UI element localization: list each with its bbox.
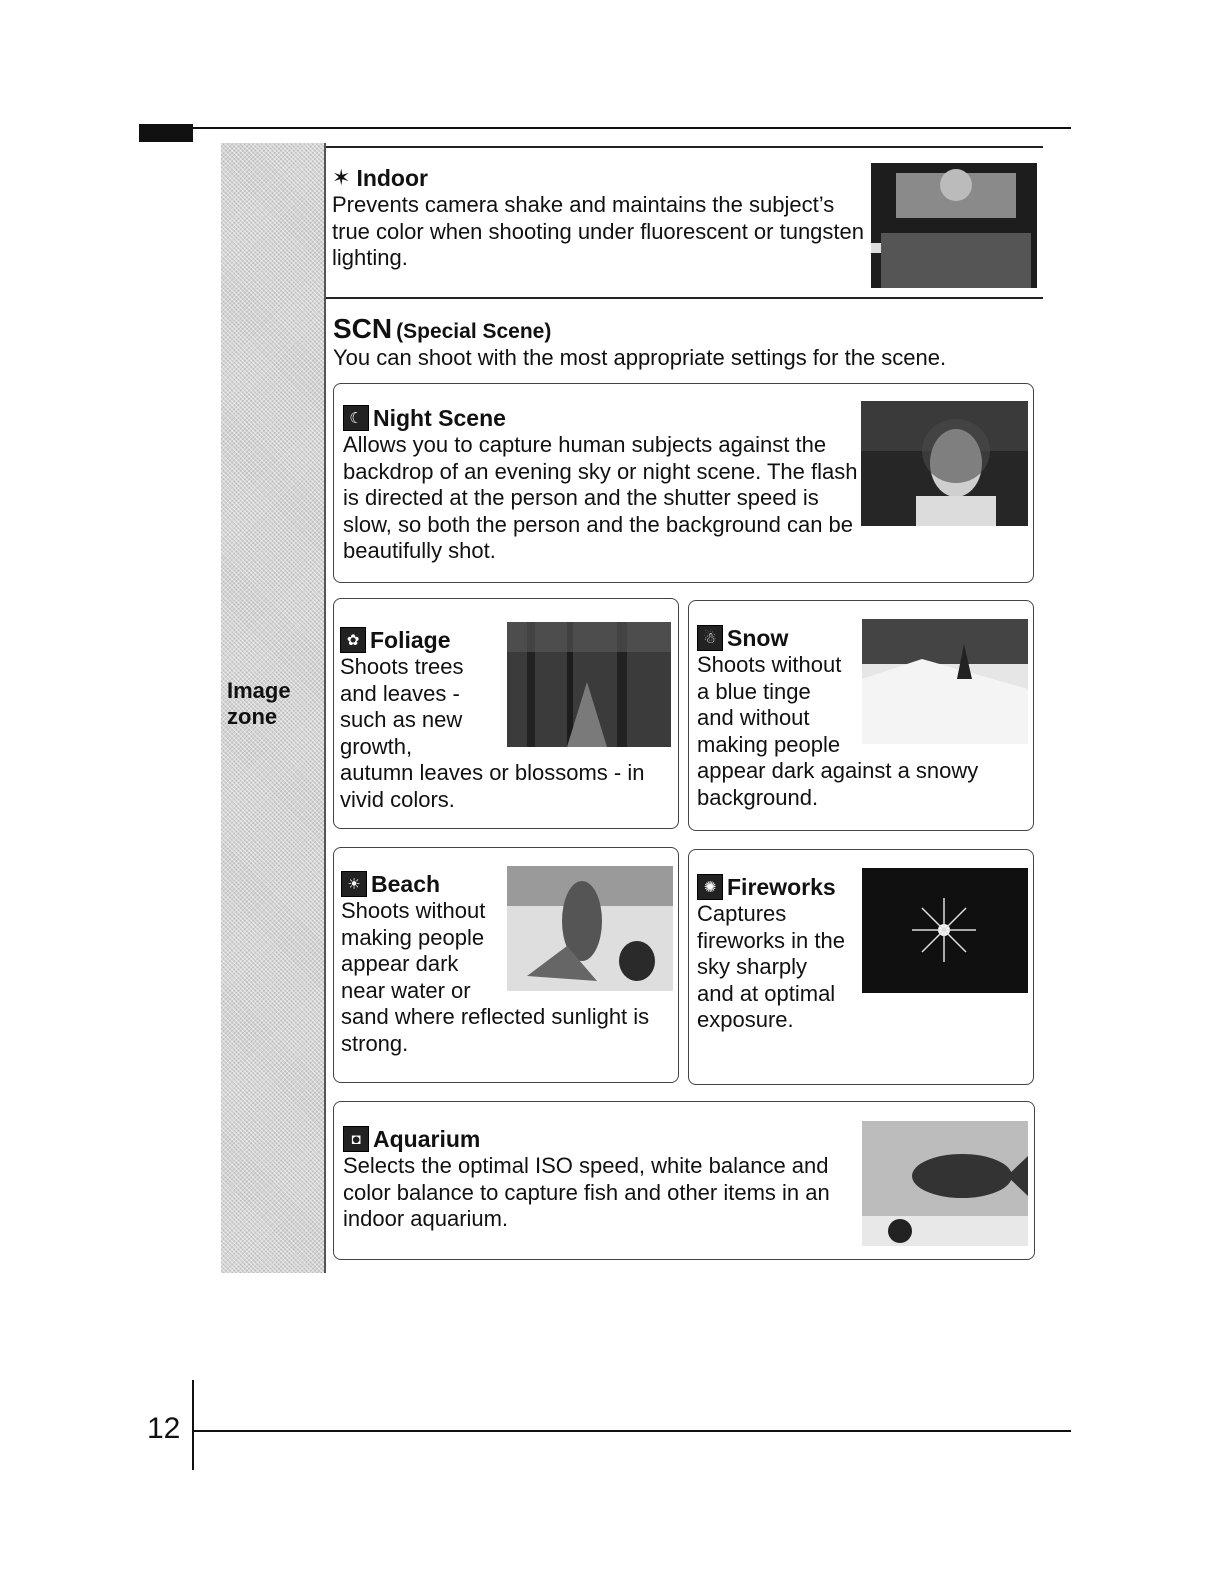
night-scene-title: Night Scene: [373, 405, 506, 431]
foliage-line-6: vivid colors.: [340, 786, 455, 812]
aquarium-description: Selects the optimal ISO speed, white balance and color balance to capture fish and other items in an indoor aquarium.: [343, 1153, 830, 1231]
beach-icon: ☀: [341, 871, 367, 897]
aquarium-title: Aquarium: [373, 1126, 481, 1152]
fireworks-line-1: Captures: [697, 901, 787, 926]
beach-line-5: sand where reflected sunlight is: [341, 1004, 650, 1029]
fireworks-title: Fireworks: [727, 874, 836, 900]
beach-sample-photo: [507, 866, 673, 991]
snowman-icon: ☃: [697, 625, 723, 651]
indoor-mode-icon: ✶: [332, 165, 351, 190]
fireworks-line-3: sky sharply: [697, 954, 808, 979]
foliage-line-4: growth,: [340, 733, 413, 759]
aquarium-section: [343, 1125, 858, 1233]
fireworks-icon: ✺: [697, 874, 723, 900]
foliage-line-5: autumn leaves or blossoms - in: [340, 760, 645, 785]
side-tab-divider: [324, 143, 326, 1273]
foliage-line-1: Shoots trees: [340, 654, 464, 679]
night-scene-title-row: [343, 404, 858, 432]
snow-line-2: a blue tinge: [697, 678, 811, 704]
foliage-icon: ✿: [340, 627, 366, 653]
snow-line-6: background.: [697, 784, 819, 810]
beach-title: Beach: [371, 871, 441, 897]
beach-line-1: Shoots without: [341, 898, 486, 923]
foliage-title: Foliage: [370, 627, 451, 653]
snow-line-5: appear dark against a snowy: [697, 758, 979, 783]
night-scene-icon: ☾: [343, 405, 369, 431]
night-scene-sample-photo: [861, 401, 1028, 526]
beach-line-3: appear dark: [341, 951, 459, 976]
fireworks-line-4: and at optimal: [697, 980, 836, 1006]
beach-line-6: strong.: [341, 1030, 409, 1056]
aquarium-sample-photo: [862, 1121, 1028, 1246]
fireworks-line-5: exposure.: [697, 1007, 794, 1032]
indoor-title: Indoor: [356, 165, 428, 191]
side-tab-label: [227, 678, 291, 730]
fireworks-title-row: [697, 873, 862, 901]
snow-line-4: making people: [697, 731, 841, 757]
scn-symbol: SCN: [333, 313, 393, 344]
indoor-description: Prevents camera shake and maintains the subject’s true color when shooting under fluorescent or tungsten lighting.: [332, 192, 864, 270]
scn-section-heading: [333, 313, 1033, 372]
aquarium-title-row: [343, 1125, 858, 1153]
indoor-bottom-rule: [326, 297, 1043, 299]
beach-line-2: making people: [341, 924, 485, 950]
fireworks-section: [697, 873, 862, 1034]
page-number: 12: [147, 1412, 181, 1445]
foliage-line-2: and leaves -: [340, 680, 460, 706]
fireworks-sample-photo: [862, 868, 1028, 993]
snow-line-1: Shoots without: [697, 652, 842, 677]
snow-sample-photo: [862, 619, 1028, 744]
indoor-title-row: [332, 164, 867, 192]
night-scene-description: Allows you to capture human subjects against the backdrop of an evening sky or night scene. The flash is directed at the person and the shutter speed is slow, so both the person and the background can be beautifully shot.: [343, 432, 858, 563]
indoor-top-rule: [326, 146, 1043, 148]
fireworks-line-2: fireworks in the: [697, 927, 845, 953]
beach-line-4: near water or: [341, 977, 471, 1003]
footer-vertical-rule: [192, 1380, 194, 1470]
indoor-section: [332, 164, 867, 272]
snow-line-3: and without: [697, 705, 810, 730]
side-tab-label-line1: Image: [227, 678, 291, 703]
side-tab-label-line2: zone: [227, 704, 278, 729]
footer-rule: [193, 1430, 1071, 1432]
foliage-sample-photo: [507, 622, 671, 747]
header-rule: [139, 127, 1071, 129]
indoor-sample-photo: [871, 163, 1037, 288]
foliage-line-3: such as new: [340, 707, 463, 732]
aquarium-icon: ◘: [343, 1126, 369, 1152]
scn-title: (Special Scene): [396, 320, 552, 343]
scn-description: You can shoot with the most appropriate settings for the scene.: [333, 345, 947, 370]
night-scene-section: [343, 404, 858, 565]
scn-title-row: [333, 313, 1033, 345]
snow-title: Snow: [727, 625, 789, 651]
